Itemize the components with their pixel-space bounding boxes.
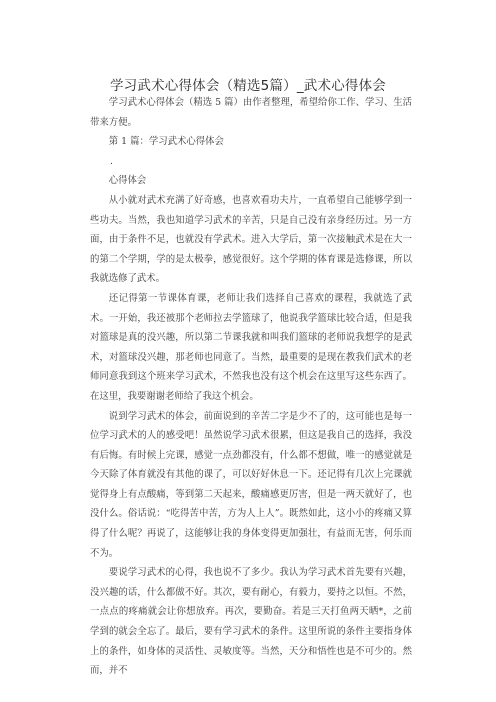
dot-line: . bbox=[110, 155, 113, 167]
body-paragraph: 还记得第一节课体育课，老师让我们选择自己喜欢的课程，我就选了武术。一开始，我还被那个老师拉去学篮球了，他说我学篮球比较合适，但是我对篮球是真的没兴趣，所以第二节课我就和叫我们篮球的老师说我想学的是武术，对篮球没兴趣，那老师也同意了。当然，最重要的是现在教我们武术的老师同意我到这个班来学习武术，不然我也没有这个机会在这里写这些东西了。在这里，我要谢谢老师给了我这个机会。 bbox=[90, 292, 412, 402]
intro-paragraph: 学习武术心得体会（精选 5 篇）由作者整理，希望给你工作、学习、生活带来方便。 bbox=[90, 97, 412, 128]
document-body bbox=[90, 93, 412, 681]
body-paragraph: 要说学习武术的心得，我也说不了多少。我认为学习武术首先要有兴趣，没兴趣的话，什么都做不好。其次，要有耐心，有毅力，要持之以恒。不然，一点点的疼痛就会让你想放弃。再次，要勤奋。若是三天打鱼两天晒*，之前学到的就会全忘了。最后，要有学习武术的条件。这里所说的条件主要指身体上的条件，如身体的灵活性、灵敏度等。当然，天分和悟性也是不可少的。然而，并不 bbox=[90, 567, 412, 677]
section-heading: 第 1 篇：学习武术心得体会 bbox=[108, 136, 224, 148]
document-title: 学习武术心得体会（精选5篇）_武术心得体会 bbox=[109, 78, 387, 94]
body-paragraph: 说到学习武术的体会，前面说到的辛苦二字是少不了的，这可能也是每一位学习武术的人的感受吧！虽然说学习武术很累，但这是我自己的选择，我没有后悔。有时候上完课，感觉一点劲都没有，什么都不想做，唯一的感觉就是今天除了体育就没有其他的课了，可以好好休息一下。还记得有几次上完课就觉得身上有点酸痛，等到第二天起来，酸痛感更厉害，但是一两天就好了，也没什么。俗话说：“吃得苦中苦，方为人上人”。既然如此，这小小的疼痛又算得了什么呢？再说了，这能够让我的身体变得更加强壮，有益而无害，何乐而不为。 bbox=[90, 410, 412, 559]
body-paragraph: 从小就对武术充满了好奇感，也喜欢看功夫片，一直希望自己能够学到一些功夫。当然，我也知道学习武术的辛苦，只是自己没有亲身经历过。另一方面，由于条件不足，也就没有学武术。进入大学后，第一次接触武术是在大一的第二个学期，学的是太极拳，感觉很好。这个学期的体育课是选修课，所以我就选修了武术。 bbox=[90, 194, 412, 285]
subheading: 心得体会 bbox=[108, 175, 147, 187]
